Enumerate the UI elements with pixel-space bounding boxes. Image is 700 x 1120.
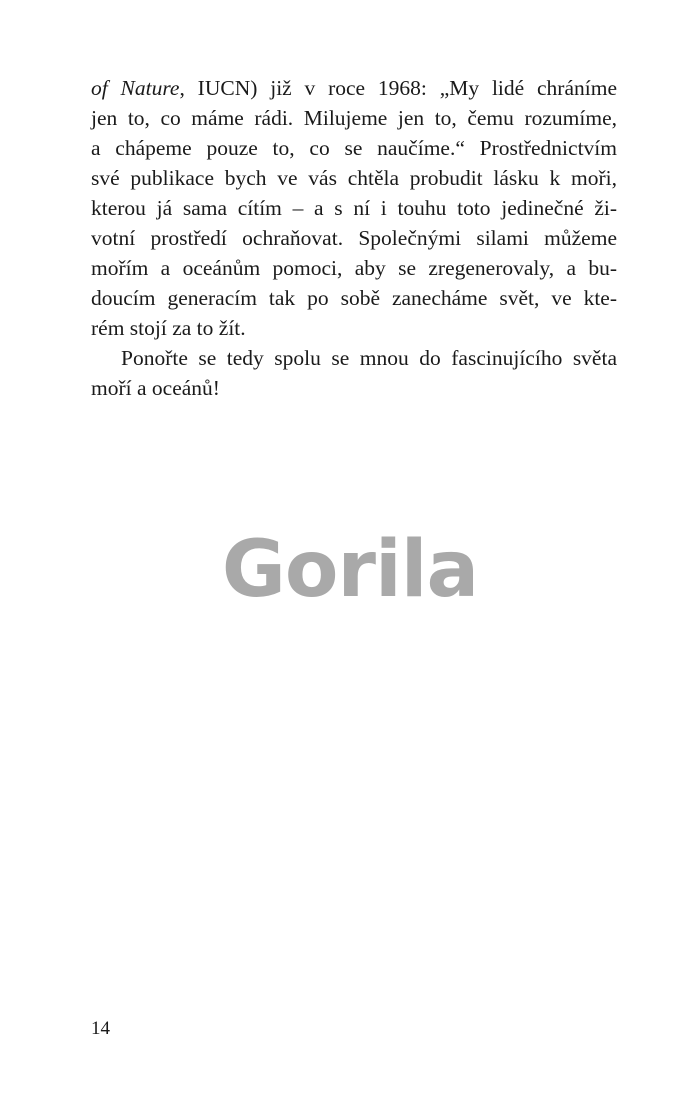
text-line: moří a oceánů! [91,376,220,400]
publisher-watermark: Gorila [221,525,479,615]
text-line: Ponořte se tedy spolu se mnou do fascinujícího světa [121,346,617,370]
text-line: jen to, co máme rádi. Milujeme jen to, čemu rozumíme, [91,106,617,130]
text-line: a chápeme pouze to, co se naučíme.“ Prostřednictvím [91,136,617,160]
text-line: doucím generacím tak po sobě zanecháme svět, ve kte- [91,286,617,310]
text-line: mořím a oceánům pomoci, aby se zregenerovaly, a bu- [91,256,617,280]
text-line: své publikace bych ve vás chtěla probudit lásku k moři, [91,166,617,190]
italic-phrase: of Nature [91,76,180,100]
text-line: kterou já sama cítím – a s ní i touhu toto jedinečné ži- [91,196,617,220]
text-line: votní prostředí ochraňovat. Společnými silami můžeme [91,226,617,250]
page-number: 14 [91,1018,110,1039]
body-text [91,73,617,403]
text-line: rém stojí za to žít. [91,316,246,340]
text-segment: , IUCN) již v roce 1968: „My lidé chráníme [179,76,617,100]
text-line [91,73,617,103]
